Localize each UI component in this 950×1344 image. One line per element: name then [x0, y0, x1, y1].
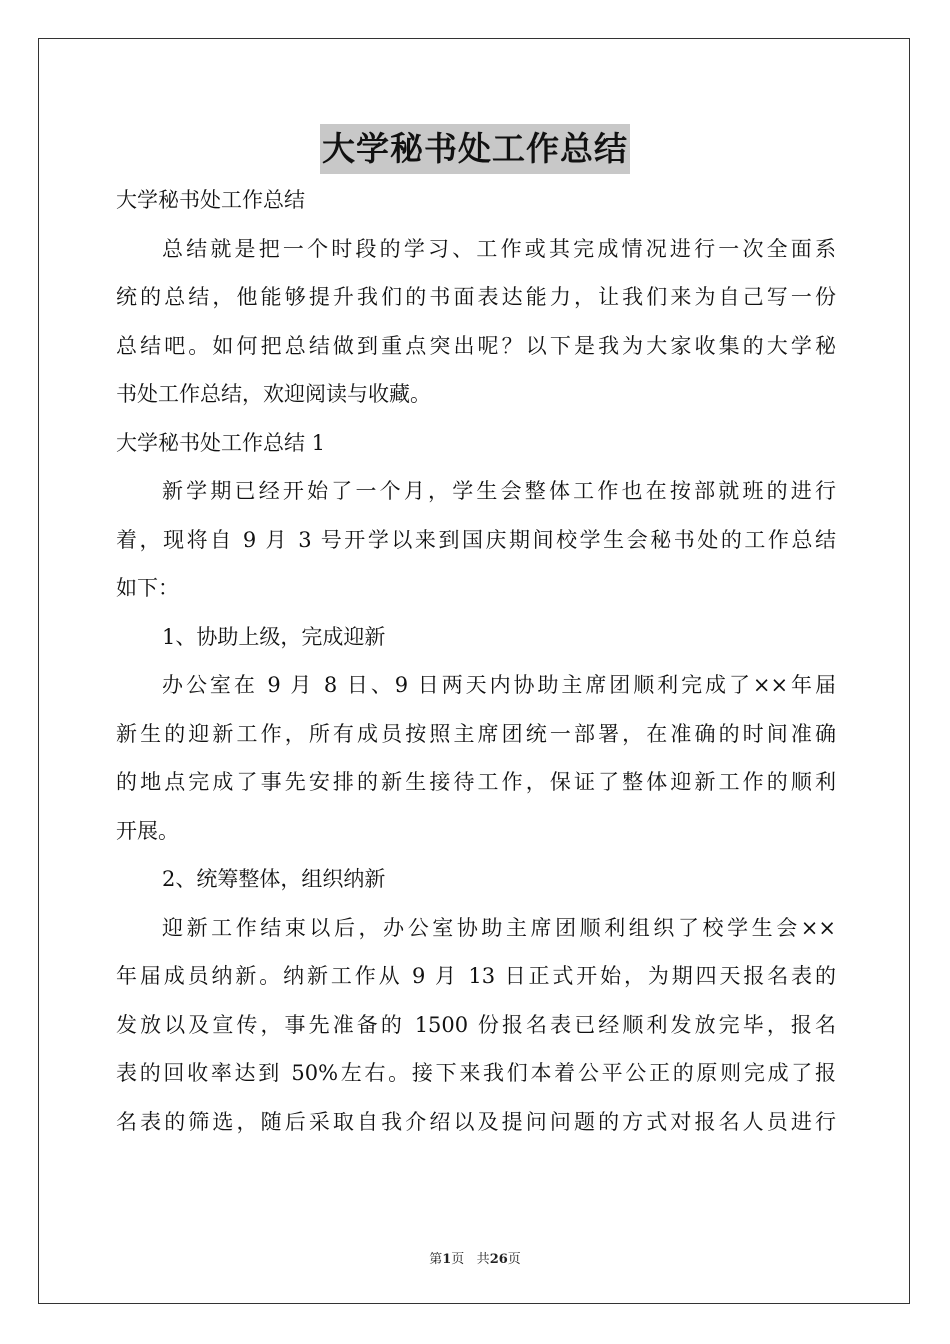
paragraph-line: 新生的迎新工作，所有成员按照主席团统一部署，在准确的时间准确	[116, 721, 836, 746]
document-title: 大学秘书处工作总结	[320, 124, 630, 174]
paragraph-line: 书处工作总结，欢迎阅读与收藏。	[116, 382, 431, 406]
paragraph-3	[116, 904, 836, 1147]
paragraph-1	[116, 467, 836, 613]
page-number: 1	[442, 1252, 452, 1267]
page-footer	[0, 1248, 950, 1267]
paragraph-line: 总结就是把一个时段的学习、工作或其完成情况进行一次全面系	[162, 236, 836, 261]
paragraph-line: 迎新工作结束以后，办公室协助主席团顺利组织了校学生会××	[162, 915, 836, 940]
paragraph-line: 统的总结，他能够提升我们的书面表达能力，让我们来为自己写一份	[116, 285, 836, 309]
paragraph-line: 开展。	[116, 818, 179, 843]
paragraph-line: 新学期已经开始了一个月，学生会整体工作也在按部就班的进行	[162, 479, 836, 503]
paragraph-line: 年届成员纳新。纳新工作从 9 月 13 日正式开始，为期四天报名表的	[116, 964, 836, 988]
title-container	[0, 124, 950, 174]
paragraph-line: 总结吧。如何把总结做到重点突出呢？以下是我为大家收集的大学秘	[116, 333, 836, 358]
subtitle: 大学秘书处工作总结	[116, 188, 305, 212]
total-pages: 26	[489, 1252, 508, 1267]
paragraph-line: 如下：	[116, 576, 179, 600]
paragraph-line: 办公室在 9 月 8 日、9 日两天内协助主席团顺利完成了××年届	[162, 673, 836, 697]
intro-paragraph	[116, 225, 836, 419]
total-suffix: 页	[507, 1252, 521, 1267]
page-suffix: 页	[451, 1252, 465, 1267]
item-heading-1: 1、协助上级，完成迎新	[162, 624, 386, 649]
paragraph-line: 名表的筛选，随后采取自我介绍以及提问问题的方式对报名人员进行	[116, 1109, 836, 1134]
total-prefix: 共	[476, 1252, 490, 1267]
paragraph-2	[116, 661, 836, 855]
document-body	[116, 176, 836, 1146]
section-heading: 大学秘书处工作总结 1	[116, 430, 326, 455]
paragraph-line: 的地点完成了事先安排的新生接待工作，保证了整体迎新工作的顺利	[116, 770, 836, 794]
paragraph-line: 表的回收率达到 50%左右。接下来我们本着公平公正的原则完成了报	[116, 1061, 836, 1085]
page-prefix: 第	[429, 1252, 443, 1267]
item-heading-2: 2、统筹整体，组织纳新	[162, 867, 386, 891]
paragraph-line: 发放以及宣传，事先准备的 1500 份报名表已经顺利发放完毕，报名	[116, 1012, 836, 1037]
paragraph-line: 着，现将自 9 月 3 号开学以来到国庆期间校学生会秘书处的工作总结	[116, 527, 836, 552]
